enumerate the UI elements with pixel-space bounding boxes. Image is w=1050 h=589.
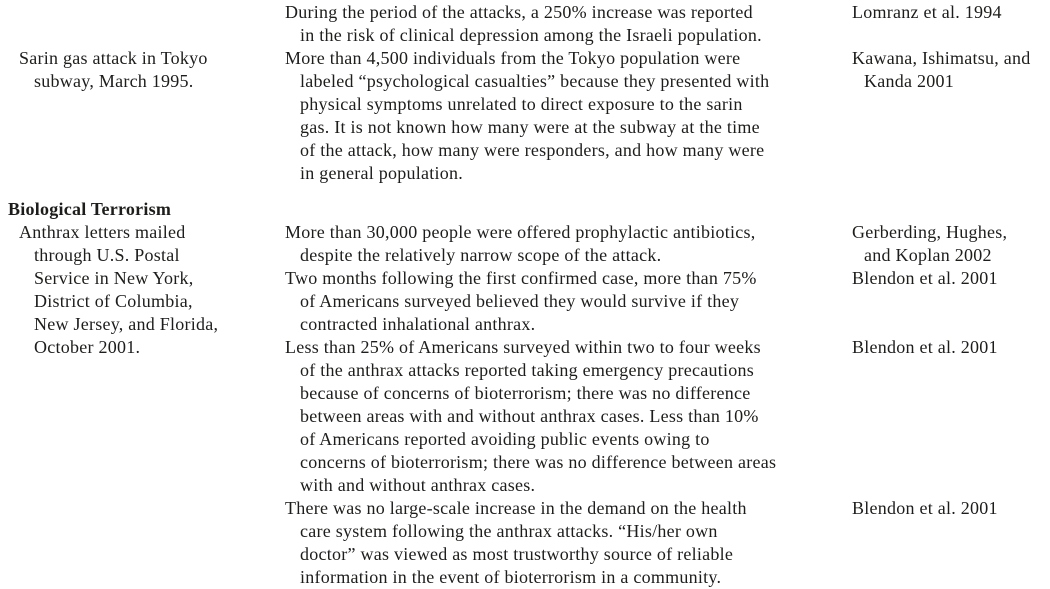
finding-line: Two months following the first confirmed case, more than 75% [285,268,757,288]
finding-row [285,497,1050,589]
finding-line: There was no large-scale increase in the demand on the health [285,498,747,518]
finding-line: gas. It is not known how many were at the subway at the time [300,117,760,137]
finding-line: because of concerns of bioterrorism; there was no difference [300,383,751,403]
finding-line: of Americans reported avoiding public events owing to [300,429,710,449]
event-group [0,1,1050,47]
event-line: Anthrax letters mailed [19,222,186,242]
finding-cell [285,47,852,185]
finding-line: care system following the anthrax attacks. “His/her own [300,521,718,541]
event-line: New Jersey, and Florida, [34,314,219,334]
citation-cell [852,336,1050,359]
event-line: subway, March 1995. [34,71,194,91]
finding-line: despite the relatively narrow scope of the attack. [300,245,662,265]
finding-row [285,47,1050,185]
finding-line: between areas with and without anthrax cases. Less than 10% [300,406,759,426]
finding-row [285,267,1050,336]
finding-line: contracted inhalational anthrax. [300,314,536,334]
citation-cell [852,1,1050,24]
finding-row [285,221,1050,267]
event-line: Service in New York, [34,268,194,288]
event-group [0,47,1050,185]
finding-line: information in the event of bioterrorism in a community. [300,567,722,587]
finding-line: More than 30,000 people were offered prophylactic antibiotics, [285,222,756,242]
finding-line: labeled “psychological casualties” because they presented with [300,71,770,91]
findings-column [285,1,1050,47]
finding-line: doctor” was viewed as most trustworthy source of reliable [300,544,734,564]
section-header: Biological Terrorism [8,199,172,219]
finding-line: concerns of bioterrorism; there was no difference between areas [300,452,777,472]
finding-line: of Americans surveyed believed they would survive if they [300,291,740,311]
citation-line: Lomranz et al. 1994 [852,2,1002,22]
event-group [0,221,1050,589]
citation-line: Blendon et al. 2001 [852,498,998,518]
finding-line: with and without anthrax cases. [300,475,536,495]
event-line: through U.S. Postal [34,245,180,265]
citation-line: Kawana, Ishimatsu, and [852,48,1031,68]
finding-line: in the risk of clinical depression among the Israeli population. [300,25,762,45]
event-line: District of Columbia, [34,291,193,311]
citation-line: Blendon et al. 2001 [852,268,998,288]
finding-line: physical symptoms unrelated to direct exposure to the sarin [300,94,743,114]
finding-line: During the period of the attacks, a 250% increase was reported [285,2,753,22]
finding-cell [285,221,852,267]
finding-row [285,336,1050,497]
citation-cell [852,221,1050,267]
event-line: October 2001. [34,337,141,357]
findings-column [285,221,1050,589]
finding-cell [285,267,852,336]
finding-cell [285,336,852,497]
finding-line: of the attack, how many were responders, and how many were [300,140,765,160]
citation-cell [852,47,1050,93]
finding-row [285,1,1050,47]
citation-cell [852,497,1050,520]
citation-line: Gerberding, Hughes, [852,222,1008,242]
finding-line: Less than 25% of Americans surveyed within two to four weeks [285,337,761,357]
event-cell [0,47,285,93]
citation-cell [852,267,1050,290]
finding-line: in general population. [300,163,463,183]
finding-line: of the anthrax attacks reported taking emergency precautions [300,360,754,380]
finding-cell [285,1,852,47]
event-cell [0,221,285,359]
finding-cell [285,497,852,589]
citation-line: Blendon et al. 2001 [852,337,998,357]
event-line: Sarin gas attack in Tokyo [19,48,208,68]
findings-column [285,47,1050,185]
citation-line: and Koplan 2002 [864,245,992,265]
finding-line: More than 4,500 individuals from the Tokyo population were [285,48,741,68]
citation-line: Kanda 2001 [864,71,954,91]
